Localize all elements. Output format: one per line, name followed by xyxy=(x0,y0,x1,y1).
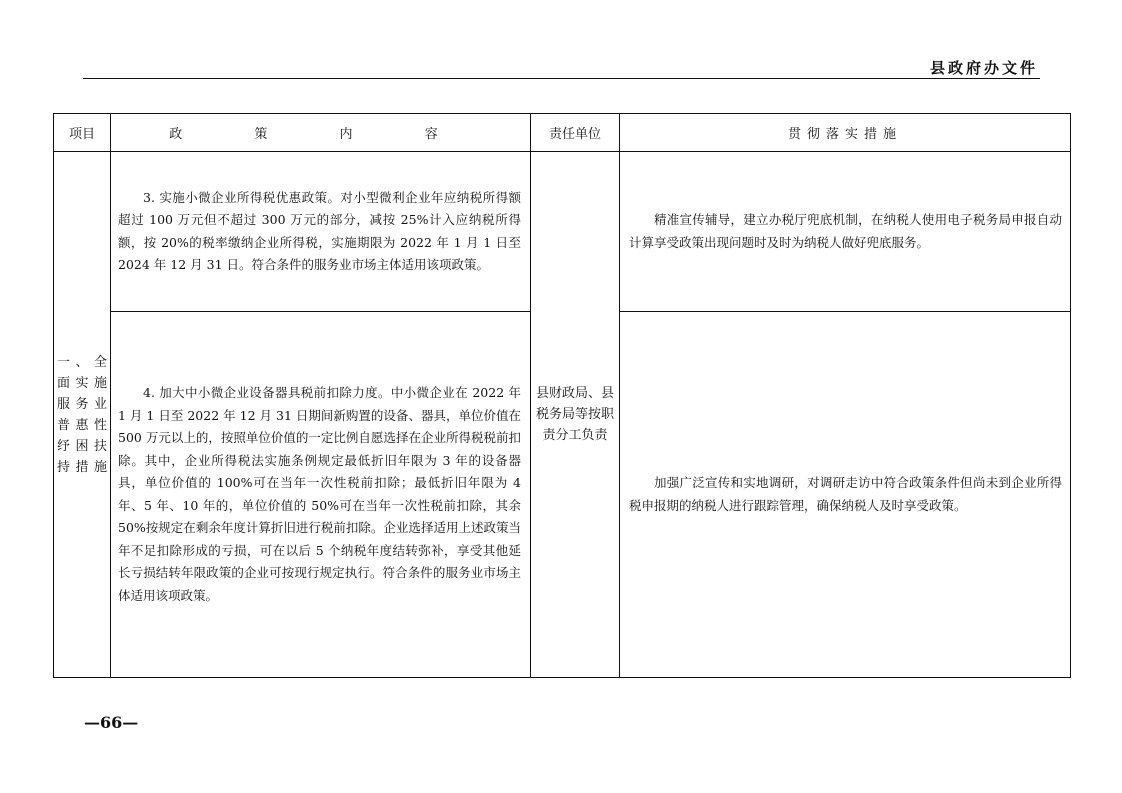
responsible-dept-text: 县财政局、县税务局等按职责分工负责 xyxy=(535,386,614,443)
column-header-measure: 贯彻落实措施 xyxy=(620,114,1071,152)
measure-text: 精准宣传辅导，建立办税厅兜底机制，在纳税人使用电子税务局申报自动计算享受政策出现问题时及时为纳税人做好兜底服务。 xyxy=(629,212,1062,250)
table-header-row xyxy=(54,114,1071,152)
content-cell xyxy=(111,152,531,312)
item-cell xyxy=(54,152,111,678)
measure-cell xyxy=(620,152,1071,312)
document-header-title: 县政府办文件 xyxy=(929,59,1038,77)
measure-cell xyxy=(620,312,1071,678)
table-row xyxy=(54,152,1071,312)
policy-content-text: 4. 加大中小微企业设备器具税前扣除力度。中小微企业在 2022 年 1 月 1 日至 2022 年 12 月 31 日期间新购置的设备、器具，单位价值在 500 万元以上的，按照单位价值的一定比例自愿选择在企业所得税税前扣除。其中，企业所得税法实施条例规定最低折旧年限为 3 年的设备器具，单位价值的 100%可在当年一次性税前扣除；最低折旧年限为 4 年、5 年、10 年的，单位价值的 50%可在当年一次性税前扣除，其余 50%按规定在剩余年度计算折旧进行税前扣除。企业选择适用上述政策当年不足扣除形成的亏损，可在以后 5 个纳税年度结转弥补，享受其他延长亏损结转年限政策的企业可按现行规定执行。符合条件的服务业市场主体适用该项政策。 xyxy=(118,385,521,603)
item-text: 一、全面实施服务业普惠性纾困扶持措施 xyxy=(57,354,107,475)
dept-cell xyxy=(531,152,620,678)
policy-content-text: 3. 实施小微企业所得税优惠政策。对小型微利企业年应纳税所得额超过 100 万元但不超过 300 万元的部分，减按 25%计入应纳税所得额，按 20%的税率缴纳企业所得税，实施期限为 2022 年 1 月 1 日至 2024 年 12 月 31 日。符合条件的服务业市场主体适用该项政策。 xyxy=(118,189,521,272)
header-divider xyxy=(83,78,1040,79)
measure-text: 加强广泛宣传和实地调研，对调研走访中符合政策条件但尚未到企业所得税申报期的纳税人进行跟踪管理，确保纳税人及时享受政策。 xyxy=(629,475,1062,513)
column-header-content: 政 策 内 容 xyxy=(111,114,531,152)
content-cell xyxy=(111,312,531,678)
column-header-dept: 责任单位 xyxy=(531,114,620,152)
page-number: —66— xyxy=(84,713,139,732)
column-header-item: 项目 xyxy=(54,114,111,152)
policy-table xyxy=(53,113,1071,678)
